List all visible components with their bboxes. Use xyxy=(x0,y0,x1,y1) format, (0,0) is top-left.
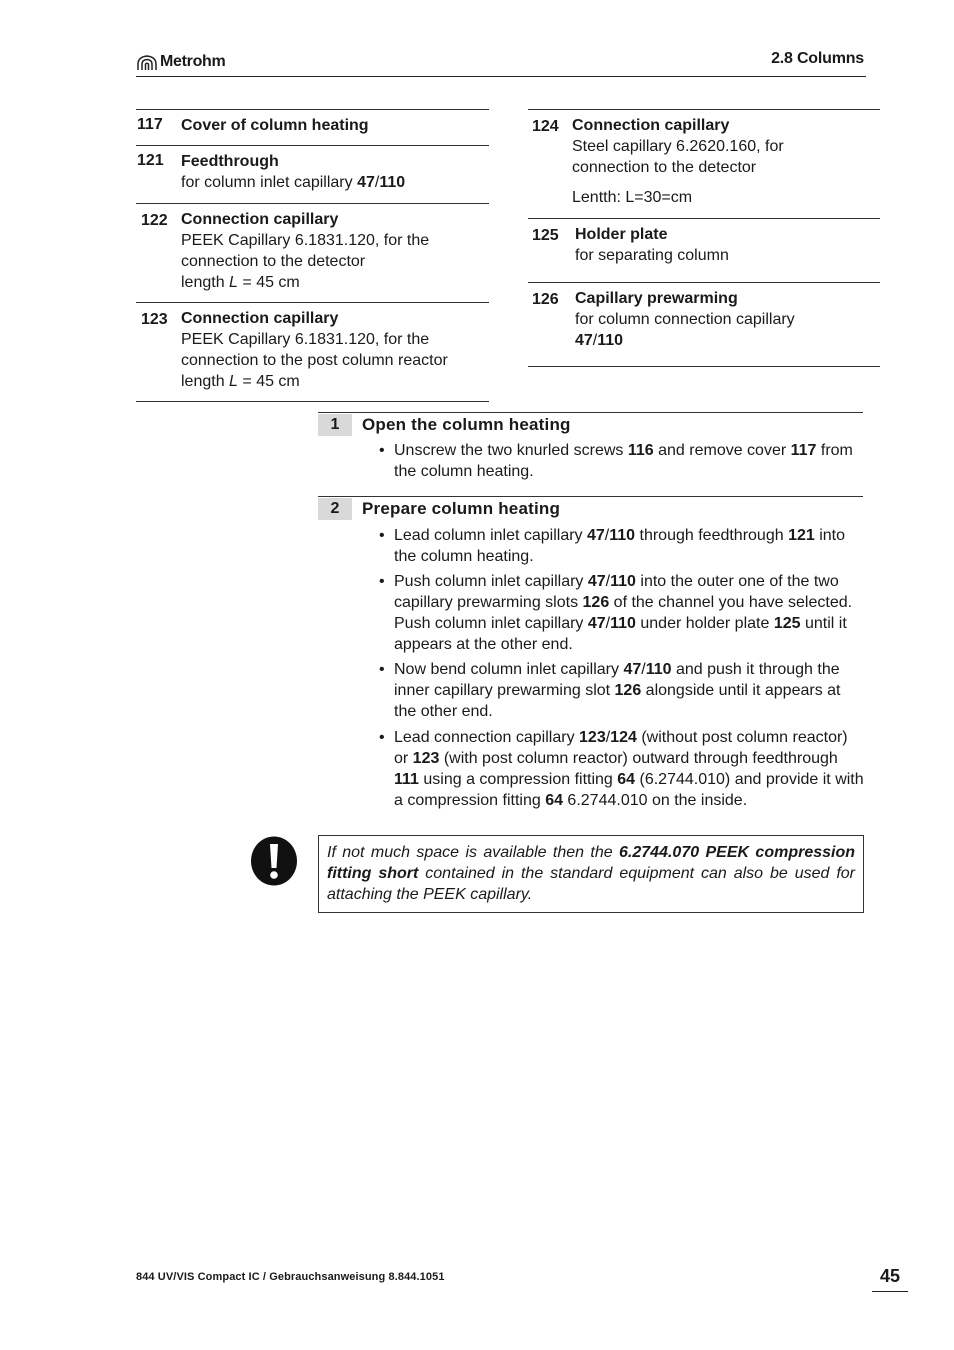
item-title: Connection capillary xyxy=(181,310,339,327)
item-length: Lentth: L=30=cm xyxy=(572,189,693,206)
item-desc: connection to the detector xyxy=(572,159,757,176)
page-number-rule xyxy=(872,1291,908,1292)
item-number: 126 xyxy=(532,291,559,308)
item-desc: Steel capillary 6.2620.160, for xyxy=(572,138,784,155)
exclamation-icon xyxy=(250,836,298,886)
item-title: Feedthrough xyxy=(181,153,279,170)
brand-logo xyxy=(136,53,225,71)
item-number: 117 xyxy=(137,116,163,133)
item-text xyxy=(181,308,489,392)
item-title: Connection capillary xyxy=(572,117,730,134)
divider xyxy=(528,109,880,110)
item-text xyxy=(181,209,489,293)
item-desc: for column inlet capillary 47/110 xyxy=(181,174,406,191)
item-title: Cover of column heating xyxy=(181,117,369,134)
item-title: Holder plate xyxy=(575,226,668,243)
bullet-dot-icon: • xyxy=(379,729,385,746)
bullet-text: Now bend column inlet capillary 47/110 and push it through the inner capillary prewarming slot 126 alongside until it appears at the other end. xyxy=(394,661,841,720)
list-end-divider xyxy=(528,366,880,367)
brand-name: Metrohm xyxy=(160,53,226,70)
item-desc: for column connection capillary xyxy=(575,311,795,328)
item-title: Capillary prewarming xyxy=(575,290,738,307)
item-length: length L = 45 cm xyxy=(181,274,300,291)
divider xyxy=(136,203,489,204)
divider xyxy=(136,145,489,146)
item-text xyxy=(181,151,489,193)
item-number: 124 xyxy=(532,118,559,135)
note-text: If not much space is available then the 6.2744.070 PEEK compression fitting short contained in the standard equipment can also be used for attaching the PEEK capillary. xyxy=(327,844,856,903)
item-text xyxy=(575,224,878,266)
item-length: length L = 45 cm xyxy=(181,373,300,390)
page-number: 45 xyxy=(879,1266,901,1286)
item-desc: for separating column xyxy=(575,247,729,264)
bullet-dot-icon: • xyxy=(379,442,385,459)
item-text xyxy=(181,115,489,136)
footer-document-id: 844 UV/VIS Compact IC / Gebrauchsanweisung 8.844.1051 xyxy=(136,1271,445,1283)
item-text xyxy=(572,115,878,208)
bullet-text: Lead connection capillary 123/124 (without post column reactor) or 123 (with post column reactor) outward through feedthrough 111 using a compression fitting 64 (6.2744.010) and provide it with a compression fitting 64 6.2744.010 on the inside. xyxy=(394,729,864,809)
step-number-badge: 1 xyxy=(318,414,352,436)
list-end-divider xyxy=(136,401,489,402)
bullet-text: Lead column inlet capillary 47/110 through feedthrough 121 into the column heating. xyxy=(394,527,846,565)
step-divider xyxy=(318,496,863,497)
section-title: 2.8 Columns xyxy=(771,50,864,67)
divider xyxy=(528,218,880,219)
header-rule xyxy=(136,76,866,77)
step-divider xyxy=(318,412,863,413)
item-desc: PEEK Capillary 6.1831.120, for the xyxy=(181,232,430,249)
bullet-dot-icon: • xyxy=(379,527,385,544)
item-text xyxy=(575,288,878,351)
item-number: 123 xyxy=(141,311,168,328)
divider xyxy=(136,109,489,110)
bullet-text: Unscrew the two knurled screws 116 and remove cover 117 from the column heating. xyxy=(394,442,853,480)
item-desc: PEEK Capillary 6.1831.120, for the xyxy=(181,331,430,348)
metrohm-logo-icon xyxy=(136,53,158,71)
bullet-text: Push column inlet capillary 47/110 into the outer one of the two capillary prewarming slots 126 of the channel you have selected. Push column inlet capillary 47/110 under holder plate 125 until it appears at the other end. xyxy=(394,573,853,653)
step-title: Open the column heating xyxy=(362,415,571,434)
item-desc: connection to the detector xyxy=(181,253,366,270)
note-box xyxy=(318,835,864,913)
item-desc: 47/110 xyxy=(575,332,624,349)
divider xyxy=(528,282,880,283)
bullet-dot-icon: • xyxy=(379,573,385,590)
item-number: 121 xyxy=(137,152,164,169)
divider xyxy=(136,302,489,303)
step-title: Prepare column heating xyxy=(362,499,561,518)
step-number-badge: 2 xyxy=(318,498,352,520)
item-number: 125 xyxy=(532,227,559,244)
item-number: 122 xyxy=(141,212,168,229)
item-desc: connection to the post column reactor xyxy=(181,352,448,369)
bullet-dot-icon: • xyxy=(379,661,385,678)
item-title: Connection capillary xyxy=(181,211,339,228)
